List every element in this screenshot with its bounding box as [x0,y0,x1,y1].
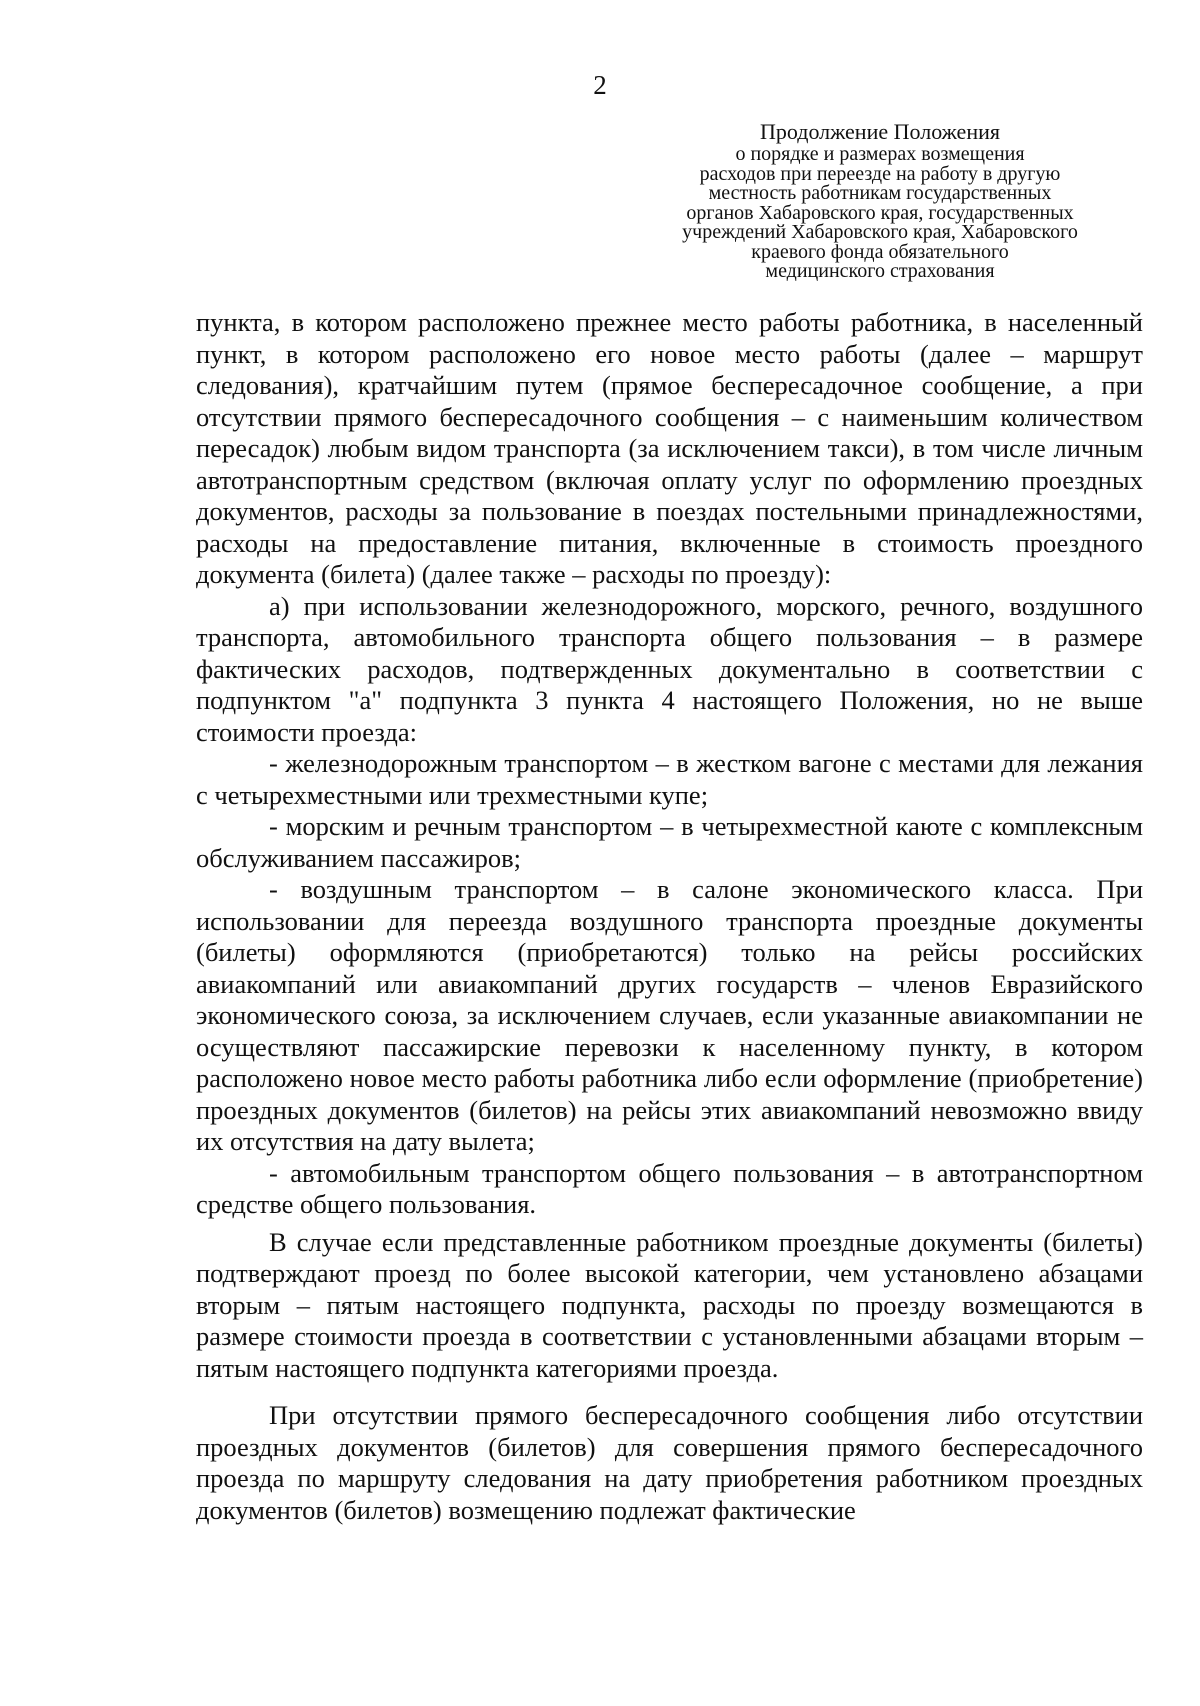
paragraph-no-direct-service: При отсутствии прямого беспересадочного сообщения либо отсутствии проездных документов (билетов) для совершения прямого беспересадочного проезда по маршруту следования на дату приобретения работником проездных документов (билетов) возмещению подлежат фактические [196,1400,1143,1525]
paragraph-subitem-a: а) при использовании железнодорожного, морского, речного, воздушного транспорта, автомобильного транспорта общего пользования – в размере фактических расходов, подтвержденных документально в соответствии с подпунктом "а" подпункта 3 пункта 4 настоящего Положения, но не выше стоимости проезда: [196,590,1143,747]
list-item-railway: - железнодорожным транспортом – в жестком вагоне с местами для лежания с четырехместными или трехместными купе; [196,748,1143,810]
header-line: медицинского страхования [765,260,995,282]
header-title: Продолжение Положения [760,119,1000,144]
paragraph-higher-category: В случае если представленные работником проездные документы (билеты) подтверждают проезд по более высокой категории, чем установлено абзацами вторым – пятым настоящего подпункта, расходы по проезду возмещаются в размере стоимости проезда в соответствии с установленными абзацами вторым – пятым настоящего подпункта категориями проезда. [196,1226,1143,1383]
list-item-air: - воздушным транспортом – в салоне экономического класса. При использовании для переезда воздушного транспорта проездные документы (билеты) оформляются (приобретаются) только на рейсы российских авиакомпаний или авиакомпаний других государств – членов Евразийского экономического союза, за исключением случаев, если указанные авиакомпании не осуществляют пассажирские перевозки к населенному пункту, в котором расположено новое место работы работника либо если оформление (приобретение) проездных документов (билетов) на рейсы этих авиакомпаний невозможно ввиду их отсутствия на дату вылета; [196,874,1143,1156]
header-line: о порядке и размерах возмещения [735,143,1025,165]
header-line: краевого фонда обязательного [751,240,1009,263]
header-line: учреждений Хабаровского края, Хабаровского [682,221,1078,243]
document-body [196,307,1143,1526]
list-item-road: - автомобильным транспортом общего пользования – в автотранспортном средстве общего пользования. [196,1157,1143,1219]
header-line: органов Хабаровского края, государственных [686,201,1074,224]
header-line: местность работникам государственных [708,182,1052,204]
paragraph-continuation: пункта, в котором расположено прежнее место работы работника, в населенный пункт, в котором расположено его новое место работы (далее – маршрут следования), кратчайшим путем (прямое беспересадочное сообщение, а при отсутствии прямого беспересадочного сообщения – с наименьшим количеством пересадок) любым видом транспорта (за исключением такси), в том числе личным автотранспортным средством (включая оплату услуг по оформлению проездных документов, расходы за пользование в поездах постельными принадлежностями, расходы на предоставление питания, включенные в стоимость проездного документа (билета) (далее также – расходы по проезду): [196,307,1143,589]
list-item-sea-river: - морским и речным транспортом – в четырехместной каюте с комплексным обслуживанием пассажиров; [196,811,1143,873]
document-header [640,119,1120,282]
header-line: расходов при переезде на работу в другую [699,162,1061,185]
page-number: 2 [593,70,607,100]
